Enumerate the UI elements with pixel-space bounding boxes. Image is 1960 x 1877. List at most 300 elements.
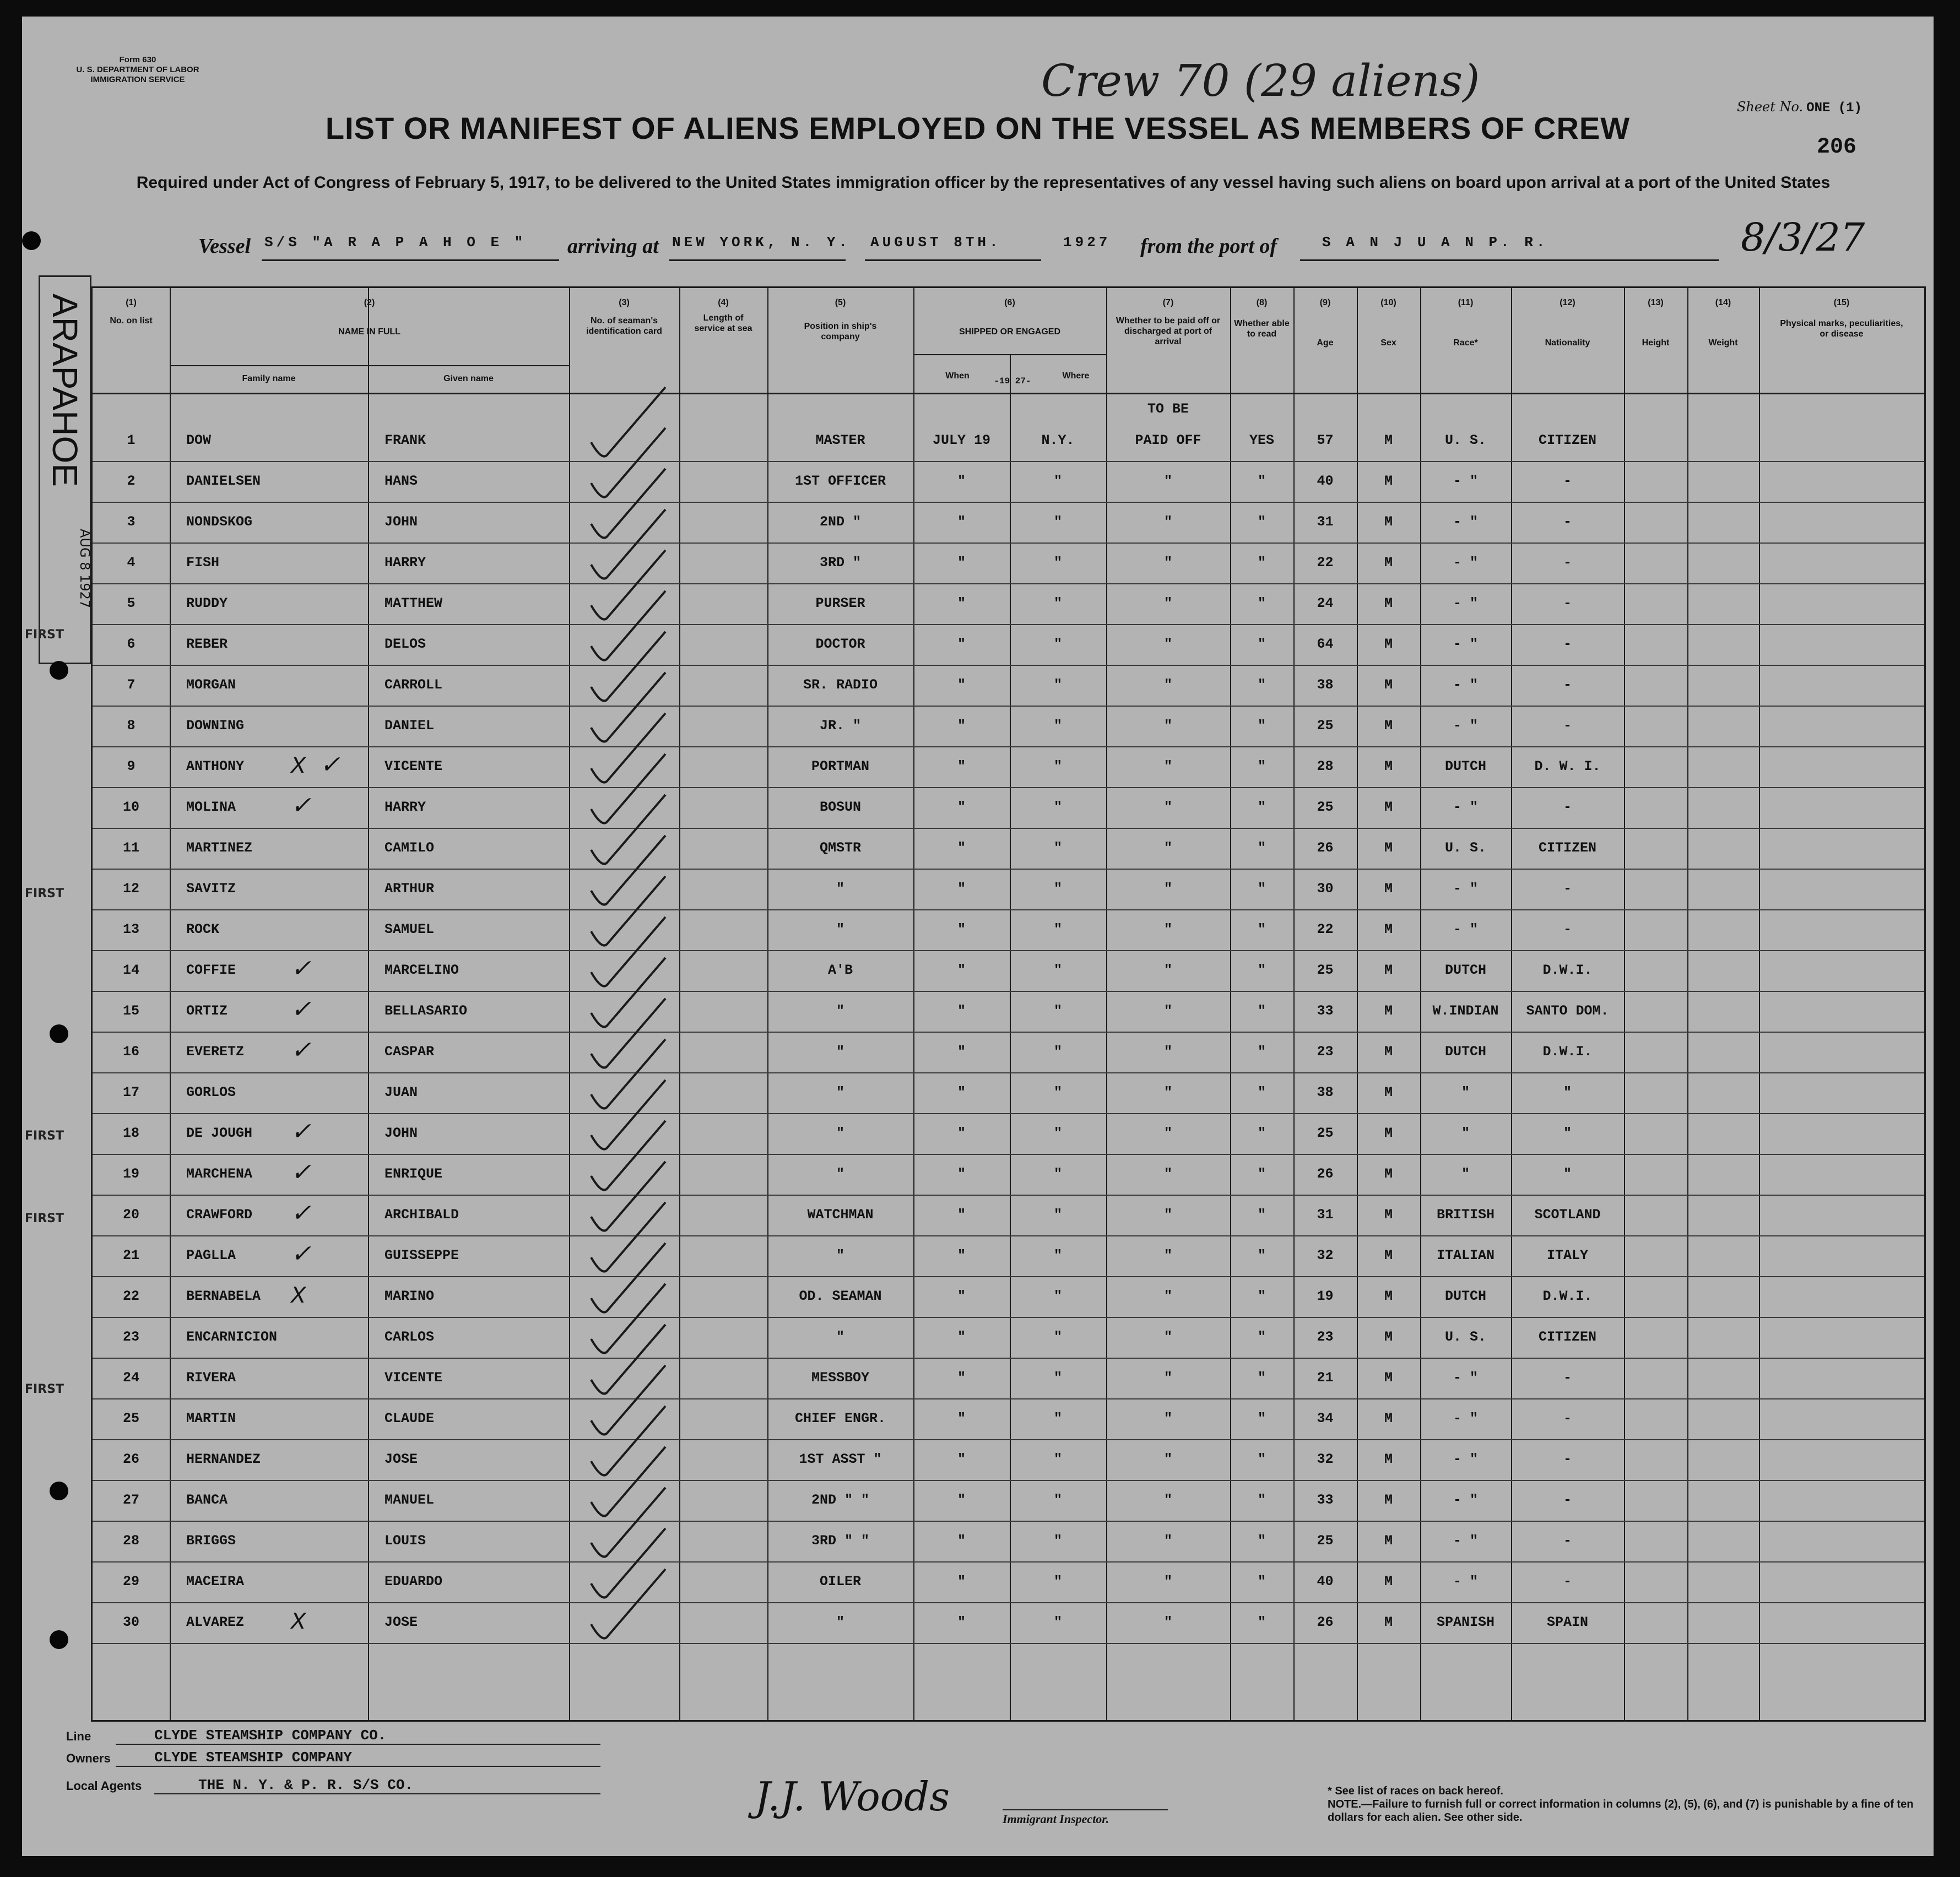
cell-sex: M	[1384, 1370, 1393, 1386]
cell-when: "	[957, 1329, 966, 1345]
cell-given: CAMILO	[385, 840, 435, 856]
cell-where: "	[1053, 1125, 1062, 1141]
cell-family: MORGAN	[186, 677, 236, 693]
handwritten-mark: ✓	[291, 1038, 311, 1066]
cell-given: JOHN	[385, 1125, 418, 1141]
cell-age: 32	[1317, 1247, 1334, 1263]
table-row	[93, 1480, 1924, 1521]
form-number: Form 630 U. S. DEPARTMENT OF LABOR IMMIGRATION SERVICE	[76, 55, 199, 84]
cell-where: "	[1053, 1003, 1062, 1019]
first-stamp: FIRST	[25, 1212, 64, 1225]
cell-when: "	[957, 677, 966, 693]
table-row	[93, 583, 1924, 624]
cell-no: 25	[122, 1411, 139, 1426]
cell-race: SPANISH	[1436, 1614, 1495, 1630]
cell-age: 64	[1317, 636, 1334, 652]
cell-no: 28	[122, 1533, 139, 1549]
cell-no: 21	[122, 1247, 139, 1263]
cell-read: "	[1257, 718, 1266, 734]
cell-read: "	[1257, 1247, 1266, 1263]
cell-sex: M	[1384, 1247, 1393, 1263]
cell-paid: "	[1163, 1574, 1172, 1590]
cell-family: BANCA	[186, 1492, 228, 1508]
cell-age: 31	[1317, 514, 1334, 530]
table-row	[93, 1154, 1924, 1195]
cell-no: 12	[122, 881, 139, 897]
cell-sex: M	[1384, 1125, 1393, 1141]
cell-sex: M	[1384, 677, 1393, 693]
cell-race: - "	[1453, 1411, 1478, 1426]
cell-no: 13	[122, 921, 139, 937]
cell-position: "	[836, 1044, 844, 1060]
table-row	[93, 950, 1924, 991]
cell-sex: M	[1384, 1451, 1393, 1467]
cell-read: "	[1257, 1003, 1266, 1019]
cell-no: 4	[127, 555, 136, 571]
cell-where: "	[1053, 1574, 1062, 1590]
cell-paid: "	[1163, 1288, 1172, 1304]
table-row	[93, 1195, 1924, 1235]
cell-nationality: CITIZEN	[1538, 840, 1597, 856]
cell-nationality: -	[1563, 881, 1572, 897]
cell-age: 25	[1317, 1125, 1334, 1141]
cell-where: "	[1053, 758, 1062, 774]
cell-age: 30	[1317, 881, 1334, 897]
sheet-number-value: ONE (1)	[1806, 101, 1862, 116]
cell-given: MARINO	[385, 1288, 435, 1304]
cell-no: 11	[122, 840, 139, 856]
col-12-num: (12)	[1560, 298, 1575, 307]
cell-when: "	[957, 1614, 966, 1630]
col-6-num: (6)	[1004, 298, 1015, 307]
cell-family: REBER	[186, 636, 228, 652]
cell-when: "	[957, 1574, 966, 1590]
cell-age: 24	[1317, 595, 1334, 611]
cell-sex: M	[1384, 432, 1393, 448]
cell-sex: M	[1384, 718, 1393, 734]
cell-given: CARROLL	[385, 677, 443, 693]
table-row	[93, 1521, 1924, 1561]
cell-when: JULY 19	[932, 432, 991, 448]
cell-where: "	[1053, 595, 1062, 611]
cell-nationality: CITIZEN	[1538, 432, 1597, 448]
cell-when: "	[957, 718, 966, 734]
cell-when: "	[957, 1451, 966, 1467]
cell-where: "	[1053, 1451, 1062, 1467]
col-1-num: (1)	[126, 298, 137, 307]
cell-given: VICENTE	[385, 758, 443, 774]
arrival-year: 1927	[1063, 234, 1111, 251]
cell-paid: "	[1163, 1411, 1172, 1426]
cell-no: 8	[127, 718, 136, 734]
col-13-header: Height	[1642, 338, 1670, 348]
cell-nationality: D. W. I.	[1534, 758, 1601, 774]
cell-read: "	[1257, 1125, 1266, 1141]
cell-no: 27	[122, 1492, 139, 1508]
cell-given: JOSE	[385, 1614, 418, 1630]
line-label: Line	[66, 1729, 91, 1743]
col-2-num: (2)	[364, 298, 375, 307]
cell-paid: "	[1163, 1451, 1172, 1467]
cell-when: "	[957, 1044, 966, 1060]
handwritten-mark: X ✓	[291, 753, 340, 780]
cell-no: 22	[122, 1288, 139, 1304]
col-15-header: Physical marks, peculiarities, or disease	[1780, 319, 1903, 339]
table-row	[93, 1439, 1924, 1480]
handwritten-mark: ✓	[291, 1201, 311, 1229]
cell-read: "	[1257, 1084, 1266, 1100]
col-13-num: (13)	[1648, 298, 1664, 307]
cell-nationality: -	[1563, 1492, 1572, 1508]
handwritten-crew-note: Crew 70 (29 aliens)	[1041, 55, 1480, 106]
cell-read: "	[1257, 1207, 1266, 1223]
shipped-year: -19 27-	[994, 376, 1031, 386]
sheet-number-label: Sheet No.	[1736, 99, 1804, 115]
cell-when: "	[957, 840, 966, 856]
table-row	[93, 1398, 1924, 1439]
cell-position: MESSBOY	[811, 1370, 870, 1386]
cell-given: SAMUEL	[385, 921, 435, 937]
handwritten-mark: ✓	[291, 957, 311, 984]
cell-read: "	[1257, 1411, 1266, 1426]
cell-where: "	[1053, 1411, 1062, 1426]
cell-given: CLAUDE	[385, 1411, 435, 1426]
cell-position: "	[836, 1329, 844, 1345]
vessel-value: S/S "A R A P A H O E "	[264, 234, 527, 251]
cell-no: 19	[122, 1166, 139, 1182]
cell-nationality: CITIZEN	[1538, 1329, 1597, 1345]
cell-family: DANIELSEN	[186, 473, 261, 489]
cell-given: VICENTE	[385, 1370, 443, 1386]
cell-paid: "	[1163, 1329, 1172, 1345]
cell-position: OILER	[819, 1574, 861, 1590]
cell-when: "	[957, 1492, 966, 1508]
cell-when: "	[957, 799, 966, 815]
cell-family: GORLOS	[186, 1084, 236, 1100]
col-9-header: Age	[1317, 338, 1334, 348]
cell-where: "	[1053, 1329, 1062, 1345]
cell-where: "	[1053, 799, 1062, 815]
cell-position: JR. "	[819, 718, 861, 734]
cell-paid: "	[1163, 881, 1172, 897]
cell-paid: "	[1163, 1044, 1172, 1060]
cell-when: "	[957, 1247, 966, 1263]
cell-where: "	[1053, 636, 1062, 652]
cell-given: JOHN	[385, 514, 418, 530]
cell-sex: M	[1384, 1044, 1393, 1060]
agents-label: Local Agents	[66, 1779, 142, 1793]
cell-paid: "	[1163, 799, 1172, 815]
cell-race: - "	[1453, 799, 1478, 815]
cell-nationality: ITALY	[1546, 1247, 1588, 1263]
table-row	[93, 1561, 1924, 1602]
cell-family: MACEIRA	[186, 1574, 245, 1590]
cell-race: - "	[1453, 1533, 1478, 1549]
cell-age: 22	[1317, 555, 1334, 571]
inspector-label: Immigrant Inspector.	[1003, 1812, 1109, 1826]
cell-race: - "	[1453, 636, 1478, 652]
cell-position: "	[836, 881, 844, 897]
cell-paid: "	[1163, 1166, 1172, 1182]
cell-position: PURSER	[815, 595, 865, 611]
cell-given: BELLASARIO	[385, 1003, 468, 1019]
cell-family: ROCK	[186, 921, 220, 937]
cell-read: "	[1257, 514, 1266, 530]
cell-position: "	[836, 1247, 844, 1263]
cell-nationality: SPAIN	[1546, 1614, 1588, 1630]
table-row	[93, 1276, 1924, 1317]
handwritten-mark: ✓	[291, 1160, 311, 1188]
cell-given: HANS	[385, 473, 418, 489]
cell-read: "	[1257, 881, 1266, 897]
cell-position: PORTMAN	[811, 758, 870, 774]
col-1-header: No. on list	[110, 316, 153, 326]
cell-family: PAGLLA	[186, 1247, 236, 1263]
owners-label: Owners	[66, 1751, 111, 1765]
cell-given: HARRY	[385, 555, 426, 571]
cell-given: DANIEL	[385, 718, 435, 734]
cell-given: LOUIS	[385, 1533, 426, 1549]
cell-nationality: -	[1563, 1533, 1572, 1549]
cell-age: 32	[1317, 1451, 1334, 1467]
cell-paid: "	[1163, 636, 1172, 652]
cell-when: "	[957, 1370, 966, 1386]
cell-sex: M	[1384, 881, 1393, 897]
cell-age: 34	[1317, 1411, 1334, 1426]
cell-family: MARTINEZ	[186, 840, 253, 856]
cell-family: SAVITZ	[186, 881, 236, 897]
cell-sex: M	[1384, 473, 1393, 489]
cell-family: FISH	[186, 555, 220, 571]
handwritten-mark: ✓	[291, 1120, 311, 1147]
cell-age: 28	[1317, 758, 1334, 774]
cell-nationality: -	[1563, 514, 1572, 530]
cell-no: 29	[122, 1574, 139, 1590]
cell-paid: "	[1163, 1125, 1172, 1141]
cell-where: "	[1053, 555, 1062, 571]
cell-family: ORTIZ	[186, 1003, 228, 1019]
cell-position: 2ND "	[819, 514, 861, 530]
cell-position: SR. RADIO	[803, 677, 878, 693]
table-row	[93, 461, 1924, 502]
cell-race: DUTCH	[1444, 1044, 1486, 1060]
cell-sex: M	[1384, 1084, 1393, 1100]
cell-family: ENCARNICION	[186, 1329, 278, 1345]
cell-age: 38	[1317, 1084, 1334, 1100]
col-6-header: SHIPPED OR ENGAGED	[959, 327, 1061, 337]
cell-nationality: -	[1563, 799, 1572, 815]
cell-position: MASTER	[815, 432, 865, 448]
cell-no: 2	[127, 473, 136, 489]
table-row	[93, 1032, 1924, 1072]
port-value: S A N J U A N P. R.	[1322, 234, 1548, 251]
table-row	[93, 624, 1924, 665]
cell-age: 26	[1317, 1614, 1334, 1630]
cell-family: DOWNING	[186, 718, 245, 734]
cell-position: A'B	[827, 962, 853, 978]
cell-read: "	[1257, 1574, 1266, 1590]
table-row	[93, 1072, 1924, 1113]
cell-nationality: D.W.I.	[1542, 962, 1593, 978]
cell-sex: M	[1384, 799, 1393, 815]
cell-family: COFFIE	[186, 962, 236, 978]
first-stamp: FIRST	[25, 628, 64, 642]
cell-nationality: -	[1563, 1451, 1572, 1467]
cell-given: JUAN	[385, 1084, 418, 1100]
cell-age: 19	[1317, 1288, 1334, 1304]
cell-race: DUTCH	[1444, 758, 1486, 774]
cell-nationality: -	[1563, 1411, 1572, 1426]
cell-position: QMSTR	[819, 840, 861, 856]
cell-given: CASPAR	[385, 1044, 435, 1060]
cell-race: DUTCH	[1444, 1288, 1486, 1304]
col-14-num: (14)	[1715, 298, 1731, 307]
cell-paid: "	[1163, 1084, 1172, 1100]
cell-sex: M	[1384, 840, 1393, 856]
cell-nationality: -	[1563, 718, 1572, 734]
cell-where: "	[1053, 473, 1062, 489]
receipt-stamp-date: AUG 8 1927	[77, 529, 93, 609]
table-row	[93, 1602, 1924, 1643]
table-row	[93, 787, 1924, 828]
cell-age: 25	[1317, 718, 1334, 734]
col-8-num: (8)	[1256, 298, 1268, 307]
cell-where: "	[1053, 1084, 1062, 1100]
cell-when: "	[957, 1411, 966, 1426]
punch-hole	[50, 1482, 68, 1500]
cell-nationality: -	[1563, 473, 1572, 489]
handwritten-mark: X	[291, 1609, 306, 1636]
cell-when: "	[957, 473, 966, 489]
table-row	[93, 543, 1924, 583]
cell-sex: M	[1384, 1492, 1393, 1508]
cell-paid: "	[1163, 1370, 1172, 1386]
cell-when: "	[957, 1166, 966, 1182]
punch-hole	[50, 1630, 68, 1649]
handwritten-mark: X	[291, 1283, 306, 1310]
cell-no: 17	[122, 1084, 139, 1100]
cell-age: 25	[1317, 962, 1334, 978]
cell-read: "	[1257, 1533, 1266, 1549]
first-stamp: FIRST	[25, 1382, 64, 1396]
cell-where: "	[1053, 677, 1062, 693]
cell-paid: "	[1163, 595, 1172, 611]
cell-read: "	[1257, 595, 1266, 611]
margin-ship-name: ARAPAHOE	[45, 294, 85, 487]
cell-position: "	[836, 1614, 844, 1630]
cell-read: "	[1257, 1370, 1266, 1386]
cell-family: MARTIN	[186, 1411, 236, 1426]
table-row	[93, 1317, 1924, 1358]
cell-race: "	[1461, 1125, 1470, 1141]
col-4-num: (4)	[718, 298, 729, 307]
cell-given: MANUEL	[385, 1492, 435, 1508]
crew-table	[91, 286, 1926, 1722]
col-11-num: (11)	[1458, 298, 1474, 307]
cell-race: - "	[1453, 921, 1478, 937]
cell-sex: M	[1384, 636, 1393, 652]
cell-where: "	[1053, 1288, 1062, 1304]
cell-age: 22	[1317, 921, 1334, 937]
cell-position: CHIEF ENGR.	[794, 1411, 886, 1426]
col-5-num: (5)	[835, 298, 846, 307]
cell-read: "	[1257, 799, 1266, 815]
cell-no: 18	[122, 1125, 139, 1141]
cell-family: NONDSKOG	[186, 514, 253, 530]
table-row	[93, 828, 1924, 869]
cell-race: - "	[1453, 1370, 1478, 1386]
cell-nationality: -	[1563, 1574, 1572, 1590]
cell-where: "	[1053, 514, 1062, 530]
cell-where: "	[1053, 1044, 1062, 1060]
cell-given: EDUARDO	[385, 1574, 443, 1590]
cell-paid: "	[1163, 1003, 1172, 1019]
cell-age: 31	[1317, 1207, 1334, 1223]
cell-read: "	[1257, 758, 1266, 774]
cell-read: "	[1257, 962, 1266, 978]
cell-read: "	[1257, 921, 1266, 937]
cell-position: "	[836, 1003, 844, 1019]
page-title: LIST OR MANIFEST OF ALIENS EMPLOYED ON THE VESSEL AS MEMBERS OF CREW	[325, 111, 1631, 145]
cell-position: "	[836, 1125, 844, 1141]
cell-race: - "	[1453, 473, 1478, 489]
cell-nationality: "	[1563, 1166, 1572, 1182]
cell-no: 14	[122, 962, 139, 978]
cell-read: "	[1257, 840, 1266, 856]
cell-paid: "	[1163, 921, 1172, 937]
cell-age: 33	[1317, 1492, 1334, 1508]
cell-where: "	[1053, 1614, 1062, 1630]
cell-nationality: SCOTLAND	[1534, 1207, 1601, 1223]
cell-when: "	[957, 1533, 966, 1549]
cell-family: RIVERA	[186, 1370, 236, 1386]
cell-family: ALVAREZ	[186, 1614, 245, 1630]
line-value: CLYDE STEAMSHIP COMPANY CO.	[154, 1727, 387, 1744]
handwritten-mark: ✓	[291, 1242, 311, 1270]
cell-age: 40	[1317, 1574, 1334, 1590]
cell-read: YES	[1249, 432, 1274, 448]
cell-age: 21	[1317, 1370, 1334, 1386]
table-row	[93, 502, 1924, 543]
handwritten-mark: ✓	[291, 997, 311, 1025]
cell-when: "	[957, 1125, 966, 1141]
cell-race: "	[1461, 1084, 1470, 1100]
punch-hole	[22, 231, 41, 250]
table-row	[93, 991, 1924, 1032]
cell-nationality: D.W.I.	[1542, 1288, 1593, 1304]
cell-read: "	[1257, 555, 1266, 571]
col-7-header: Whether to be paid off or discharged at port of arrival	[1116, 316, 1221, 346]
from-port-label: from the port of	[1140, 235, 1277, 258]
cell-race: U. S.	[1444, 1329, 1486, 1345]
cell-age: 38	[1317, 677, 1334, 693]
cell-position: 3RD "	[819, 555, 861, 571]
cell-no: 30	[122, 1614, 139, 1630]
table-row	[93, 1235, 1924, 1276]
cell-age: 25	[1317, 799, 1334, 815]
cell-sex: M	[1384, 555, 1393, 571]
cell-given: CARLOS	[385, 1329, 435, 1345]
family-name-header: Family name	[242, 374, 296, 383]
table-row	[93, 706, 1924, 746]
cell-family: ANTHONY	[186, 758, 245, 774]
col-4-header: Length of service at sea	[694, 313, 752, 333]
cell-nationality: -	[1563, 636, 1572, 652]
cell-no: 20	[122, 1207, 139, 1223]
cell-given: ARCHIBALD	[385, 1207, 459, 1223]
cell-sex: M	[1384, 758, 1393, 774]
table-row	[93, 1358, 1924, 1398]
